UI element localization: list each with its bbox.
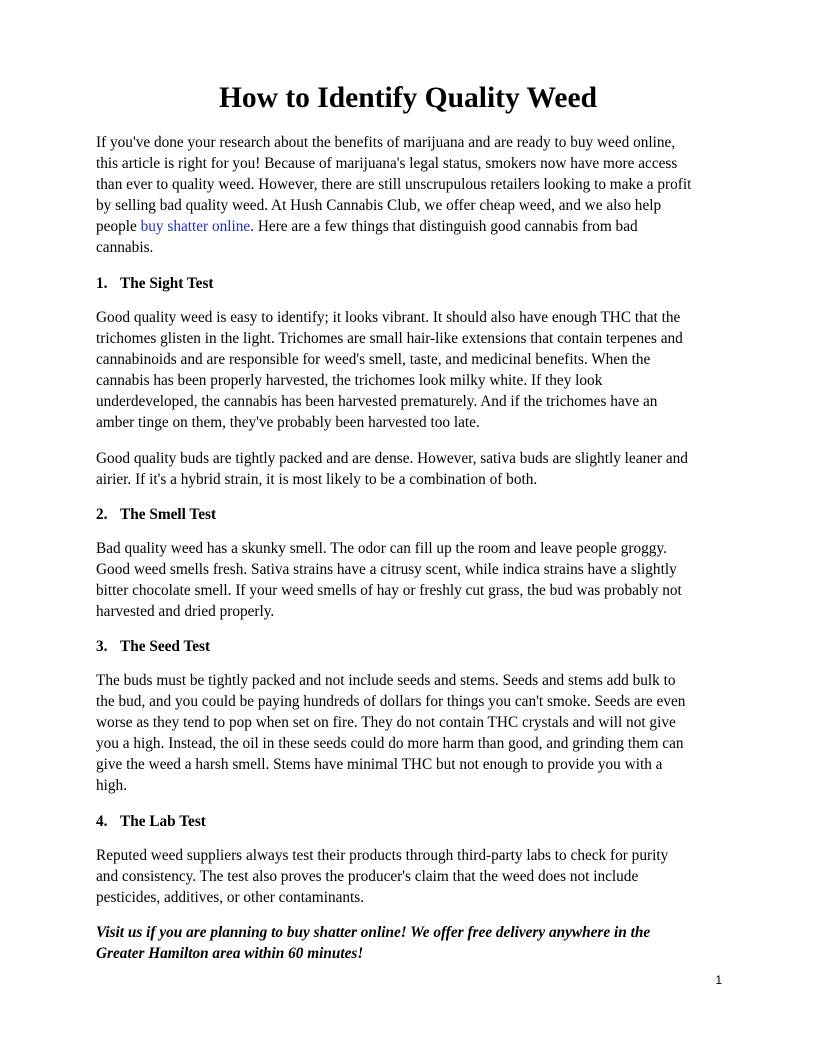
intro-line: If you've done your research about the benefits of marijuana and are ready to buy weed online, [96,134,676,151]
section-heading-sight-test [96,273,214,294]
paragraph-line: and consistency. The test also proves the producer's claim that the weed does not include [96,868,639,885]
intro-text: people [96,218,141,235]
section-title: The Smell Test [120,506,217,523]
section-title: The Lab Test [120,813,206,830]
page-number: 1 [715,973,722,987]
paragraph-line: trichomes glisten in the light. Trichomes are small hair-like extensions that contain terpenes and [96,330,683,347]
paragraph-line: cannabis has been properly harvested, the trichomes look milky white. If they look [96,372,603,389]
paragraph-line: you a high. Instead, the oil in these seeds could do more harm than good, and grinding them can [96,735,684,752]
intro-line: than ever to quality weed. However, there are still unscrupulous retailers looking to make a profit [96,176,692,193]
paragraph-line: Good weed smells fresh. Sativa strains have a citrusy scent, while indica strains have a slightly [96,561,677,578]
call-to-action [96,922,736,964]
paragraph-line: worse as they tend to pop when set on fire. They do not contain THC crystals and will not give [96,714,676,731]
section-number: 3. [96,638,108,655]
section-heading-lab-test [96,811,206,832]
intro-line: this article is right for you! Because of marijuana's legal status, smokers now have more access [96,155,678,172]
cta-line: Visit us if you are planning to buy shatter online! We offer free delivery anywhere in the [96,924,651,941]
intro-line: by selling bad quality weed. At Hush Cannabis Club, we offer cheap weed, and we also help [96,197,662,214]
section-title: The Seed Test [120,638,211,655]
intro-line [96,216,736,237]
section-paragraph [96,670,736,796]
cta-line: Greater Hamilton area within 60 minutes! [96,945,364,962]
paragraph-line: amber tinge on them, they've probably been harvested too late. [96,414,480,431]
section-number: 2. [96,506,108,523]
paragraph-line: cannabinoids and are responsible for weed's smell, taste, and medicinal benefits. When the [96,351,651,368]
paragraph-line: pesticides, additives, or other contaminants. [96,889,365,906]
paragraph-line: Bad quality weed has a skunky smell. The odor can fill up the room and leave people groggy. [96,540,667,557]
section-heading-seed-test [96,636,210,657]
page-title: How to Identify Quality Weed [218,82,598,114]
buy-shatter-online-link[interactable]: buy shatter online [140,218,251,235]
paragraph-line: Good quality weed is easy to identify; it looks vibrant. It should also have enough THC that the [96,309,681,326]
intro-text: . Here are a few things that distinguish good cannabis from bad [250,218,638,235]
section-number: 4. [96,813,108,830]
section-heading-smell-test [96,504,216,525]
section-paragraph [96,448,736,490]
paragraph-line: airier. If it's a hybrid strain, it is most likely to be a combination of both. [96,471,538,488]
paragraph-line: Good quality buds are tightly packed and are dense. However, sativa buds are slightly leaner and [96,450,688,467]
paragraph-line: high. [96,777,128,794]
intro-paragraph [96,132,736,258]
paragraph-line: Reputed weed suppliers always test their products through third-party labs to check for purity [96,847,669,864]
section-number: 1. [96,275,108,292]
paragraph-line: bitter chocolate smell. If your weed smells of hay or freshly cut grass, the bud was probably not [96,582,682,599]
intro-line: cannabis. [96,239,154,256]
section-paragraph [96,845,736,908]
paragraph-line: The buds must be tightly packed and not include seeds and stems. Seeds and stems add bulk to [96,672,676,689]
section-title: The Sight Test [120,275,214,292]
paragraph-line: underdeveloped, the cannabis has been harvested prematurely. And if the trichomes have an [96,393,658,410]
section-paragraph [96,538,736,622]
paragraph-line: give the weed a harsh smell. Stems have minimal THC but not enough to provide you with a [96,756,663,773]
section-paragraph [96,307,736,433]
paragraph-line: harvested and dried properly. [96,603,275,620]
paragraph-line: the bud, and you could be paying hundreds of dollars for things you can't smoke. Seeds are even [96,693,686,710]
